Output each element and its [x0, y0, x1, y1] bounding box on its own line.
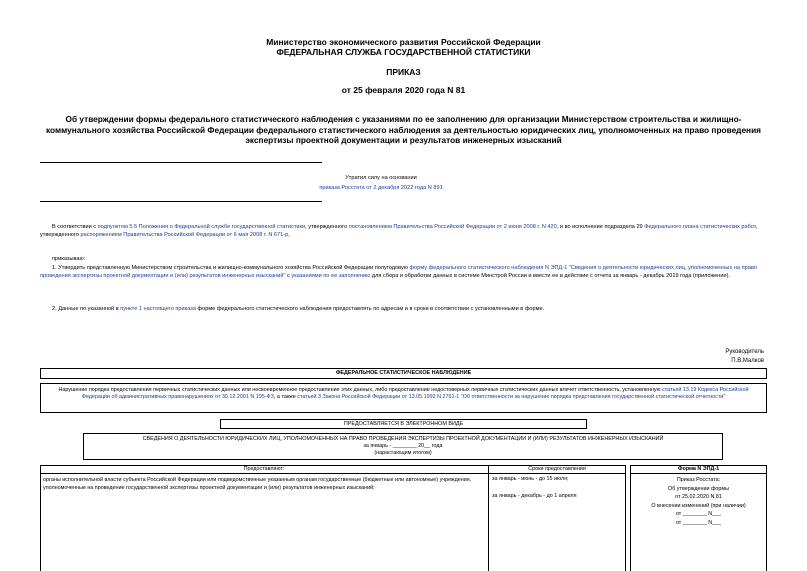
item-1-text: 1. Утвердить представленную Министерством строительства и жилищно-коммунального хозяйства Российской Федерации полугодовую [52, 265, 410, 271]
doc-type: ПРИКАЗ [386, 67, 421, 77]
link-plan[interactable]: Федерального плана статистических работ [644, 224, 756, 230]
preamble-paragraph [40, 224, 770, 240]
approval-line: Об утверждении формы [668, 485, 729, 492]
electronic-label: ПРЕДОСТАВЛЯЕТСЯ В ЭЛЕКТРОННОМ ВИДЕ [220, 419, 587, 429]
item-1-text: с [285, 272, 292, 279]
preamble-text: , и во исполнение подраздела 29 [556, 224, 645, 230]
preamble-text: , [288, 231, 290, 238]
preamble-text: , утвержденного [305, 224, 349, 230]
form-header-line [630, 473, 767, 474]
approval-block [630, 476, 767, 528]
warning-text: Нарушение порядка предоставления первичных статистических данных или несвоевременное предоставление этих данных, либо предоставление недостоверных первичных статистических данных влечет ответственность, установленную [58, 387, 663, 393]
divider-bottom [40, 201, 322, 202]
item-1-paragraph [40, 265, 770, 281]
fsn-label: ФЕДЕРАЛЬНОЕ СТАТИСТИЧЕСКОЕ НАБЛЮДЕНИЕ [40, 368, 767, 379]
report-title-box [83, 433, 723, 460]
order-word: приказываю: [52, 256, 86, 262]
item-2-text: форме федерального статистического наблюдения предоставлять по адресам и в сроки в соответствии с установленными в форме. [195, 306, 545, 312]
link-instructions[interactable]: указаниями по ее заполнению [291, 272, 371, 279]
link-decree[interactable]: постановлением Правительства Российской Федерации от 2 июня 2008 г. N 420 [348, 224, 557, 230]
table-col-divider [488, 465, 489, 571]
col-presents: Предоставляют: [243, 466, 285, 472]
doc-title: Об утверждении формы федерального статистического наблюдения с указаниями по ее заполнению для организации Министерством строительства и жилищно-коммунального хозяйства Российской Федерации федерального статистического наблюдения за деятельностью юридических лиц, уполномоченных на право проведения экспертизы проектной документации и результатов инженерных изысканий [45, 114, 762, 145]
item-2-paragraph [40, 306, 770, 314]
service-name: ФЕДЕРАЛЬНАЯ СЛУЖБА ГОСУДАРСТВЕННОЙ СТАТИСТИКИ [276, 47, 531, 57]
deadline-2: за январь - декабрь - до 1 апреля [492, 493, 577, 499]
divider-top [40, 162, 322, 163]
deadline-1: за январь - июнь - до 15 июля; [492, 476, 569, 482]
status-link[interactable]: приказа Росстата от 2 декабря 2022 года N 891 [319, 185, 443, 191]
warning-box [40, 383, 767, 413]
approval-line: О внесении изменений (при наличии) [651, 502, 746, 509]
item-1-text: для сбора и обработки данных в системе Минстрой России и ввести ее в действие с отчета за январь - декабрь 2019 года (приложение). [370, 272, 731, 279]
warning-text: , а также [273, 394, 298, 400]
doc-date-number: от 25 февраля 2020 года N 81 [341, 85, 466, 95]
signer-name: П.В.Малков [731, 358, 764, 364]
link-order[interactable]: распоряжением Правительства Российской Федерации от 6 мая 2008 г. N 671-р [80, 231, 289, 238]
col-deadlines: Сроки предоставления [528, 466, 586, 472]
report-period: за январь - ________ 20__ года [363, 443, 443, 449]
link-item-1[interactable]: пункте 1 настоящего приказа [120, 306, 196, 312]
signer-role: Руководитель [725, 349, 764, 355]
approval-line: Приказ Росстата: [676, 477, 721, 483]
form-label: Форма N ЭПД-1 [677, 466, 720, 472]
preamble-text: В соответствии с [52, 224, 98, 230]
status-text: Утратил силу на основании [345, 175, 417, 181]
presenters-text: органы исполнительной власти субъекта Российской Федерации или подведомственные указанным органам государственные (бюджетные или автономные) учреждения, уполномоченные на проведение государственной экспертизы проектной документации и (или) результатов инженерных изысканий; [43, 477, 472, 491]
link-koap[interactable]: статьей 13.19 Кодекса Российской Федерации об административных правонарушениях от 30.12.2001 N 195-ФЗ [81, 387, 749, 400]
link-regulation[interactable]: подпунктом 5.5 Положения о Федеральной службе государственной статистики [97, 224, 306, 230]
ministry-name: Министерство экономического развития Российской Федерации [266, 37, 541, 47]
link-form[interactable]: форму федерального статистического наблюдения N ЭПД-1 "Сведения о деятельности юридических лиц, уполномоченных на право проведения экспертизы проектной документации и (или) результатов инженерных изысканий" [40, 265, 757, 279]
link-law[interactable]: статьей 3 Закона Российской Федерации от 13.05.1992 N 2761-1 "Об ответственности за нарушение порядка представления государственной статистической отчетности" [297, 394, 726, 400]
report-title: СВЕДЕНИЯ О ДЕЯТЕЛЬНОСТИ ЮРИДИЧЕСКИХ ЛИЦ, УПОЛНОМОЧЕННЫХ НА ПРАВО ПРОВЕДЕНИЯ ЭКСПЕРТИЗЫ ПРОЕКТНОЙ ДОКУМЕНТАЦИИ И (ИЛИ) РЕЗУЛЬТАТОВ ИНЖЕНЕРНЫХ ИЗЫСКАНИЙ [142, 436, 664, 442]
approval-line: от ________ N___ [675, 519, 722, 526]
table-header-line [40, 473, 626, 474]
presenters-table [40, 465, 767, 571]
report-cumulative: (нарастающим итогом) [374, 450, 432, 456]
approval-line: от ________ N___ [675, 511, 722, 518]
preamble-text: , утвержденного [40, 224, 758, 238]
approval-line: от 25.02.2020 N 81 [675, 494, 722, 501]
item-2-text: 2. Данные по указанной в [52, 306, 121, 312]
